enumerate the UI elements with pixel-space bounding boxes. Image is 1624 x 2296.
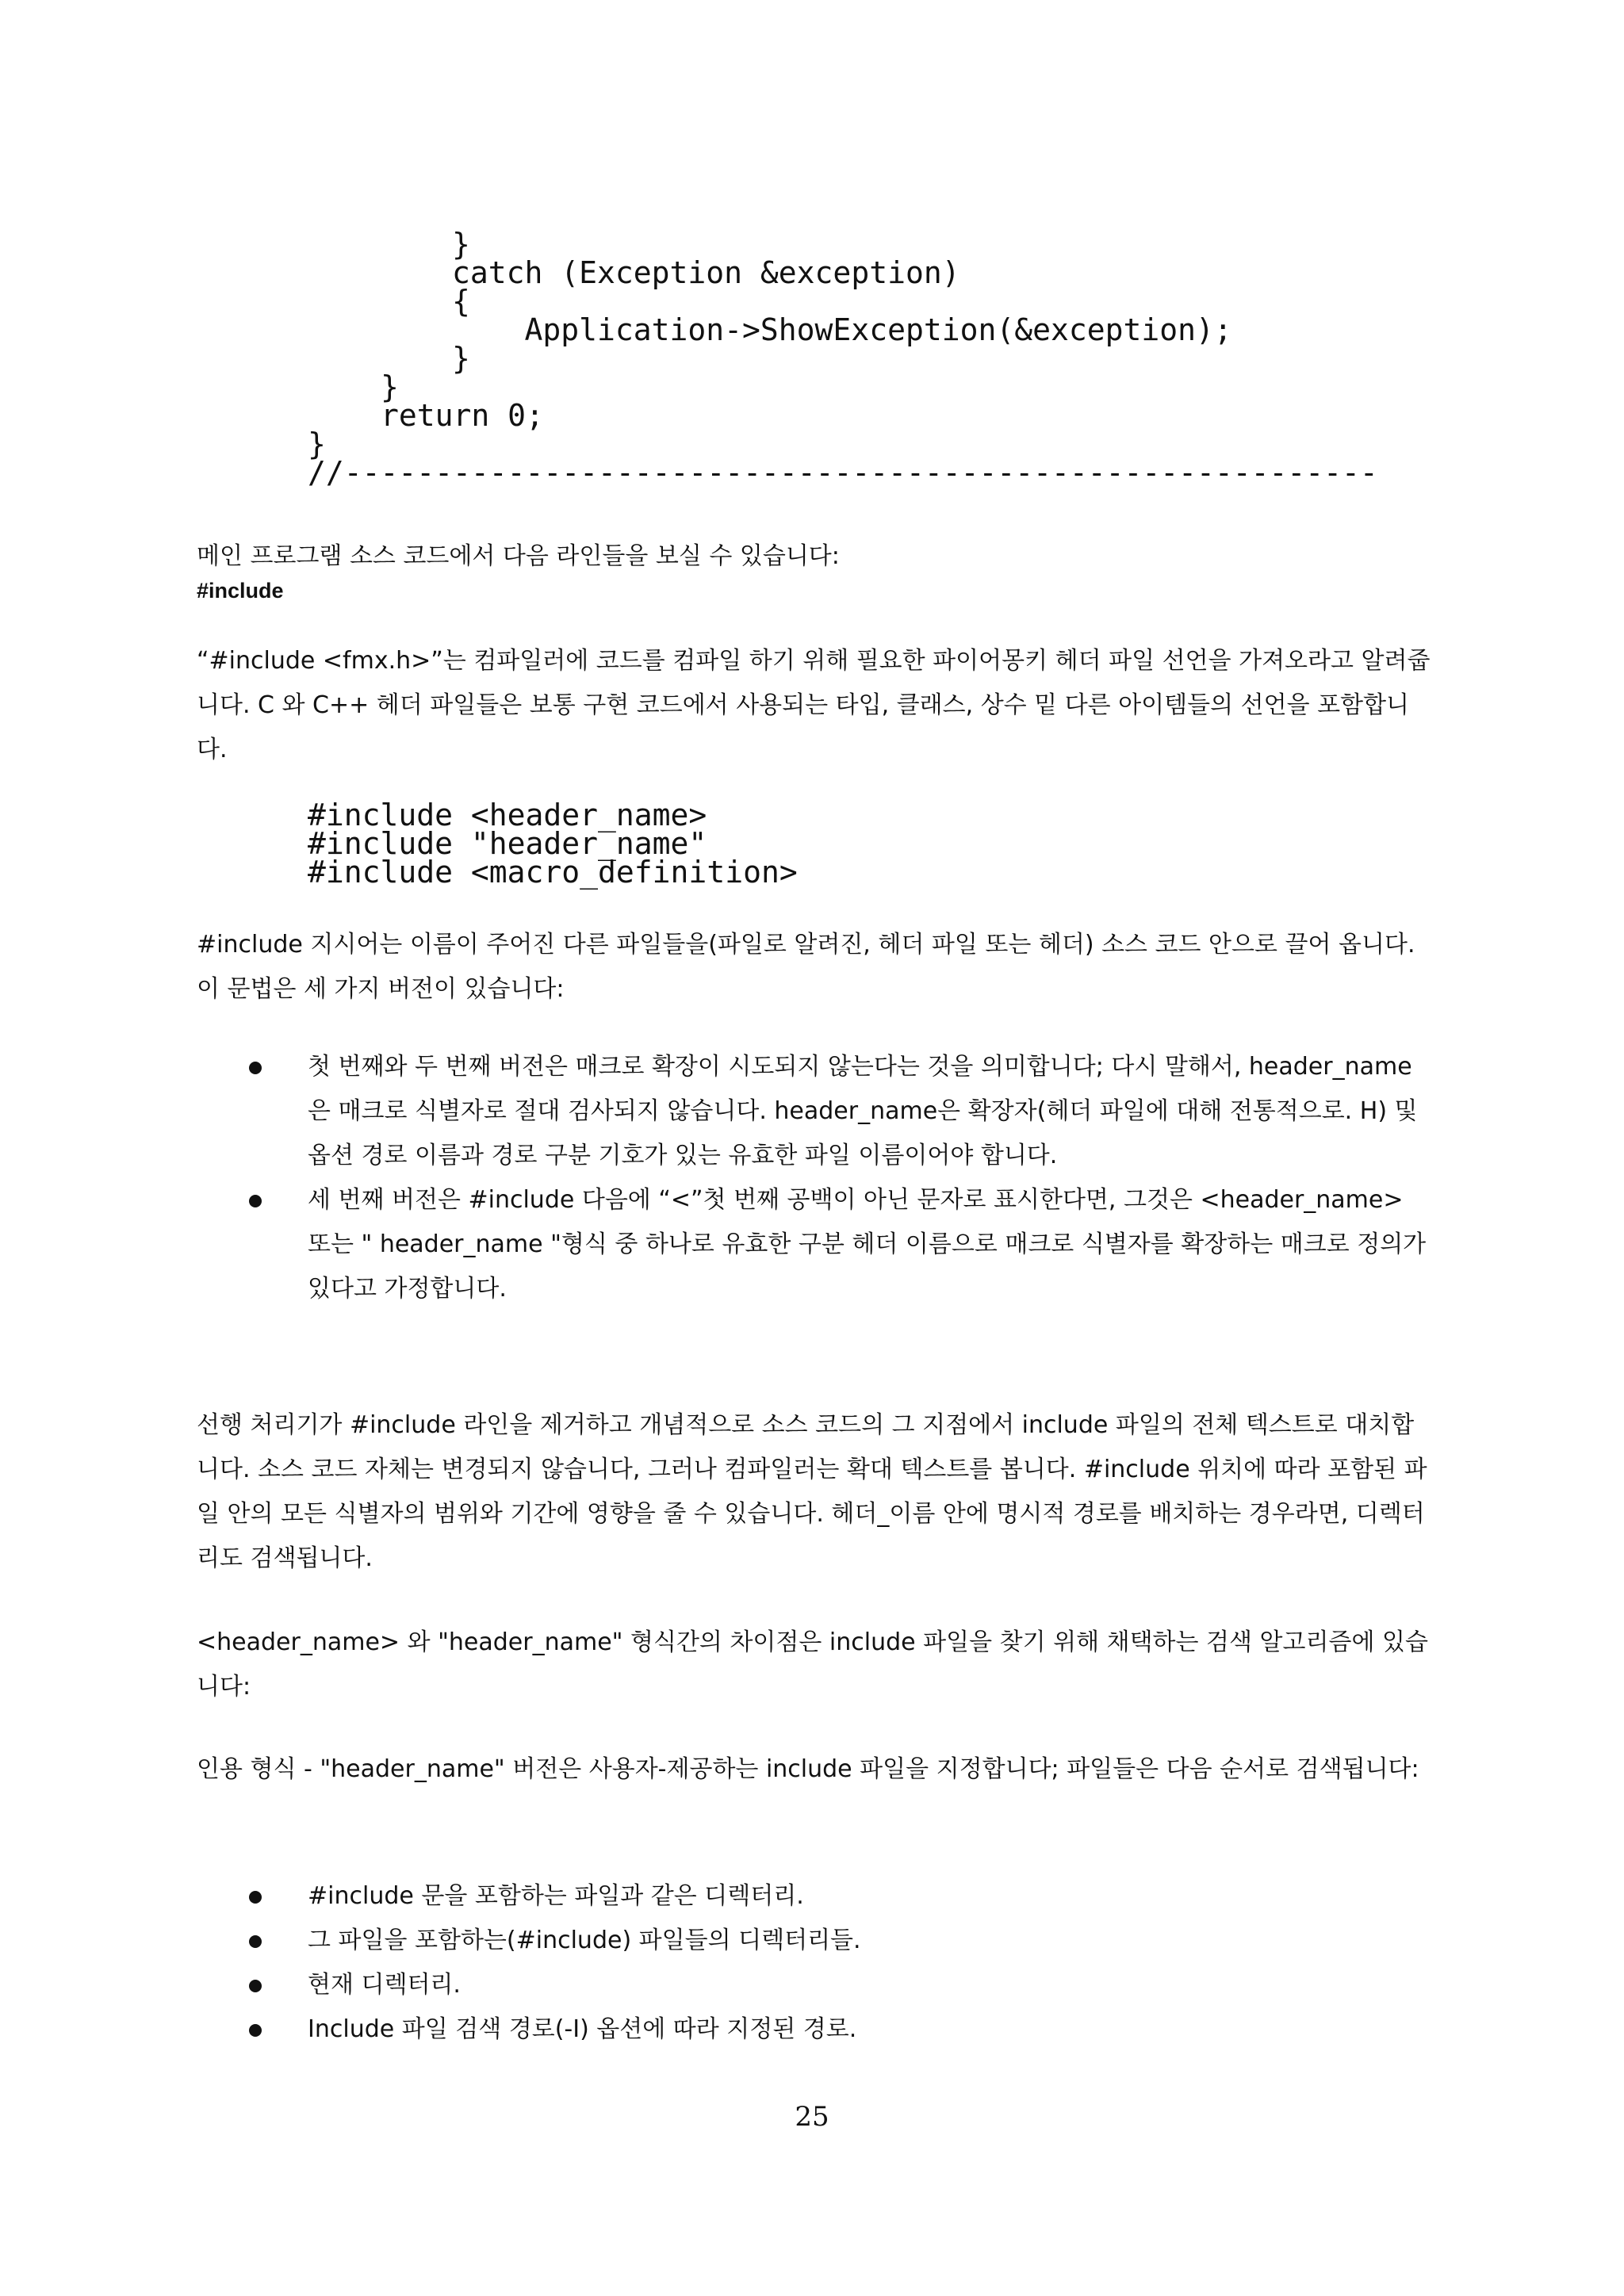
code-line: }: [452, 227, 470, 262]
page-number: 25: [795, 2101, 829, 2133]
list-item-text: 첫 번째와 두 번째 버전은 매크로 확장이 시도되지 않는다는 것을 의미합니다; 다시 말해서, header_name 은 매크로 식별자로 절대 검사되지 않습니다. header_name은 확장자(헤더 파일에 대해 전통적으로. H) 및 옵션 경로 이름과 경로 구분 기호가 있는 유효한 파일 이름이어야 합니다.: [308, 1053, 1418, 1169]
list-item: [238, 1874, 1427, 1919]
code-line: }: [452, 341, 470, 376]
intro-text: 메인 프로그램 소스 코드에서 다음 라인들을 보실 수 있습니다:: [197, 542, 840, 570]
paragraph-difference: <header_name> 와 "header_name" 형식간의 차이점은 include 파일을 찾기 위해 채택하는 검색 알고리즘에 있습니다:: [197, 1628, 1428, 1701]
code-line: #include <macro_definition>: [308, 855, 798, 890]
bullet-list-versions: [238, 1045, 1427, 1311]
section-heading-include: #include: [197, 579, 284, 603]
list-item: [238, 1178, 1427, 1311]
code-line: {: [452, 284, 470, 319]
list-item-text: 현재 디렉터리.: [308, 1971, 461, 1999]
bullet-icon: [249, 1935, 262, 1948]
code-line: catch (Exception &exception): [452, 255, 960, 290]
paragraph-quote-form: 인용 형식 - "header_name" 버전은 사용자-제공하는 include 파일을 지정합니다; 파일들은 다음 순서로 검색됩니다:: [197, 1755, 1419, 1783]
paragraph-preprocessor: 선행 처리기가 #include 라인을 제거하고 개념적으로 소스 코드의 그 지점에서 include 파일의 전체 텍스트로 대치합니다. 소스 코드 자체는 변경되지 않습니다, 그러나 컴파일러는 확대 텍스트를 봅니다. #include 위치에 따라 포함된 파일 안의 모든 식별자의 범위와 기간에 영향을 줄 수 있습니다. 헤더_이름 안에 명시적 경로를 배치하는 경우라면, 디렉터리도 검색됩니다.: [197, 1411, 1427, 1572]
list-item-text: #include 문을 포함하는 파일과 같은 디렉터리.: [308, 1882, 804, 1910]
code-line: Application->ShowException(&exception);: [452, 312, 1232, 347]
code-line: }: [381, 369, 399, 404]
code-line: #include <header_name>: [308, 798, 707, 832]
code-line: return 0;: [381, 398, 544, 433]
list-item-text: 그 파일을 포함하는(#include) 파일들의 디렉터리들.: [308, 1927, 861, 1954]
list-item: [238, 1963, 1427, 2007]
list-item-text: 세 번째 버전은 #include 다음에 “<”첫 번째 공백이 아닌 문자로 표시한다면, 그것은 <header_name> 또는 " header_name "형식 중 하나로 유효한 구분 헤더 이름으로 매크로 식별자를 확장하는 매크로 정의가 있다고 가정합니다.: [308, 1186, 1427, 1303]
bullet-icon: [249, 1980, 262, 1992]
code-line: #include "header_name": [308, 826, 707, 861]
list-item: [238, 1045, 1427, 1178]
bullet-icon: [249, 1195, 262, 1207]
list-item: [238, 1919, 1427, 1963]
bullet-icon: [249, 1062, 262, 1074]
code-line: //---------------------------------------------------------: [308, 455, 1378, 490]
paragraph-fmx: “#include <fmx.h>”는 컴파일러에 코드를 컴파일 하기 위해 필요한 파이어몽키 헤더 파일 선언을 가져오라고 알려줍니다. C 와 C++ 헤더 파일들은 보통 구현 코드에서 사용되는 타입, 클래스, 상수 밑 다른 아이템들의 선언을 포함합니다.: [197, 647, 1431, 763]
list-item-text: Include 파일 검색 경로(-I) 옵션에 따라 지정된 경로.: [308, 2015, 857, 2043]
bullet-list-search-order: [238, 1874, 1427, 2052]
code-line: }: [308, 427, 326, 461]
list-item: [238, 2007, 1427, 2052]
bullet-icon: [249, 1891, 262, 1904]
bullet-icon: [249, 2024, 262, 2037]
paragraph-directive: #include 지시어는 이름이 주어진 다른 파일들을(파일로 알려진, 헤더 파일 또는 헤더) 소스 코드 안으로 끌어 옵니다. 이 문법은 세 가지 버전이 있습니다:: [197, 931, 1415, 1003]
